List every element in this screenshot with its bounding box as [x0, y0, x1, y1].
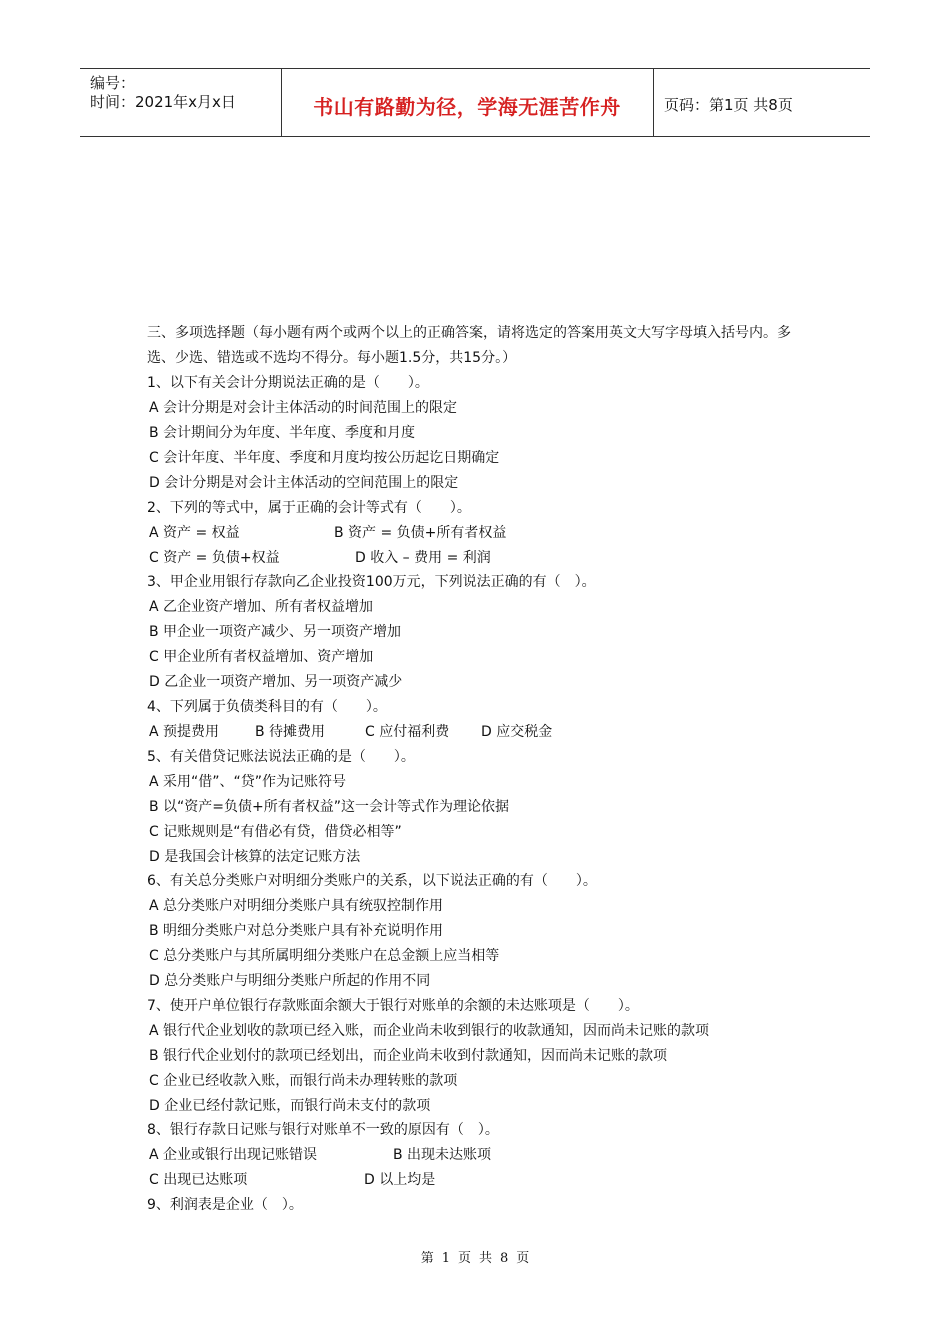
- footer-text: 共: [479, 1251, 493, 1266]
- question-stem: 4、下列属于负债类科目的有（ ）。: [147, 699, 387, 715]
- option-text: B 以“资产=负债+所有者权益”这一会计等式作为理论依据: [149, 799, 510, 815]
- header-page-cell: [654, 69, 870, 136]
- option-text: A 采用“借”、“贷”作为记账符号: [149, 774, 347, 790]
- question-stem: 7、使开户单位银行存款账面余额大于银行对账单的余额的未达账项是（ ）。: [147, 998, 639, 1014]
- option-text: A 预提费用: [149, 724, 220, 740]
- option-text: B 明细分类账户对总分类账户具有补充说明作用: [149, 923, 444, 939]
- question-stem: 6、有关总分类账户对明细分类账户的关系，以下说法正确的有（ ）。: [147, 873, 597, 889]
- option-text: D 是我国会计核算的法定记账方法: [149, 849, 361, 865]
- option-text: D 收入 – 费用 = 利润: [355, 550, 491, 566]
- option-text: C 出现已达账项: [149, 1172, 248, 1188]
- option-text: B 银行代企业划付的款项已经划出，而企业尚未收到付款通知，因而尚未记账的款项: [149, 1048, 668, 1064]
- option-text: C 甲企业所有者权益增加、资产增加: [149, 649, 374, 665]
- option-text: C 资产 = 负债+权益: [149, 550, 280, 566]
- option-text: B 甲企业一项资产减少、另一项资产增加: [149, 624, 402, 640]
- section-title-line2: 选、少选、错选或不选均不得分。每小题1.5分，共15分。）: [147, 350, 517, 366]
- header-motto-cell: [281, 69, 654, 136]
- option-text: A 企业或银行出现记账错误: [149, 1147, 318, 1163]
- footer-text: 页: [457, 1251, 471, 1266]
- option-text: A 资产 = 权益: [149, 525, 240, 541]
- question-stem: 9、利润表是企业（ ）。: [147, 1197, 303, 1213]
- option-text: C 企业已经收款入账，而银行尚未办理转账的款项: [149, 1073, 458, 1089]
- footer-total-pages: 8: [500, 1251, 509, 1266]
- question-stem: 2、下列的等式中，属于正确的会计等式有（ ）。: [147, 500, 471, 516]
- option-text: D 应交税金: [481, 724, 553, 740]
- option-text: C 记账规则是“有借必有贷，借贷必相等”: [149, 824, 402, 840]
- option-text: C 会计年度、半年度、季度和月度均按公历起讫日期确定: [149, 450, 500, 466]
- option-text: D 乙企业一项资产增加、另一项资产减少: [149, 674, 403, 690]
- option-text: D 会计分期是对会计主体活动的空间范围上的限定: [149, 475, 459, 491]
- question-stem: 8、银行存款日记账与银行对账单不一致的原因有（ ）。: [147, 1122, 499, 1138]
- question-stem: 1、以下有关会计分期说法正确的是（ ）。: [147, 375, 429, 391]
- footer-text: 页: [516, 1251, 530, 1266]
- question-stem: 3、甲企业用银行存款向乙企业投资100万元，下列说法正确的有（ ）。: [147, 574, 596, 590]
- motto: 书山有路勤为径，学海无涯苦作舟: [313, 95, 621, 119]
- option-text: C 应付福利费: [365, 724, 450, 740]
- question-stem: 5、有关借贷记账法说法正确的是（ ）。: [147, 749, 415, 765]
- page-code: 页码：第1页 共8页: [664, 96, 793, 114]
- footer-text: 第: [420, 1251, 434, 1266]
- option-text: D 总分类账户与明细分类账户所起的作用不同: [149, 973, 431, 989]
- option-text: D 企业已经付款记账，而银行尚未支付的款项: [149, 1098, 431, 1114]
- option-text: B 资产 = 负债+所有者权益: [334, 525, 507, 541]
- option-text: B 出现未达账项: [393, 1147, 492, 1163]
- page-header: [80, 68, 870, 137]
- footer-page-number: 1: [441, 1251, 450, 1266]
- time-label: 时间：2021年x月x日: [90, 93, 236, 111]
- option-text: A 乙企业资产增加、所有者权益增加: [149, 599, 374, 615]
- option-text: D 以上均是: [364, 1172, 436, 1188]
- option-text: C 总分类账户与其所属明细分类账户在总金额上应当相等: [149, 948, 500, 964]
- number-label: 编号：: [90, 74, 136, 92]
- option-text: A 总分类账户对明细分类账户具有统驭控制作用: [149, 898, 444, 914]
- option-text: A 会计分期是对会计主体活动的时间范围上的限定: [149, 400, 458, 416]
- header-info-cell: [80, 69, 282, 136]
- page-footer: [0, 1247, 950, 1266]
- option-text: B 待摊费用: [255, 724, 326, 740]
- section-title-line1: 三、多项选择题（每小题有两个或两个以上的正确答案，请将选定的答案用英文大写字母填入括号内。多: [147, 325, 791, 341]
- option-text: B 会计期间分为年度、半年度、季度和月度: [149, 425, 416, 441]
- option-text: A 银行代企业划收的款项已经入账，而企业尚未收到银行的收款通知，因而尚未记账的款项: [149, 1023, 710, 1039]
